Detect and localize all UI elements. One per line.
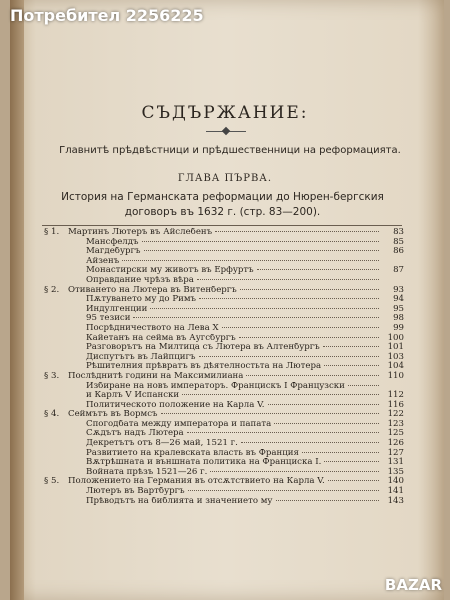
toc-entry bbox=[44, 468, 404, 478]
book-spine bbox=[10, 0, 24, 600]
chapter-heading: ГЛАВА ПЪРВА. bbox=[177, 173, 273, 184]
toc-leader-dots bbox=[302, 452, 379, 453]
toc-entry bbox=[44, 343, 404, 353]
section-subtitle: Главнитѣ прѣдвѣстници и прѣдшественници на реформацията. bbox=[59, 145, 401, 156]
toc-page-number: 116 bbox=[387, 399, 404, 410]
toc-page-number: 141 bbox=[387, 486, 404, 497]
toc-entry-title: Лютеръ въ Вартбургъ bbox=[86, 487, 185, 497]
toc-entry bbox=[44, 362, 404, 372]
toc-entry-title: Вѫтрѣшната и външната политика на Франциска I. bbox=[86, 458, 322, 468]
toc-entry bbox=[44, 420, 404, 430]
toc-page-number: 125 bbox=[387, 428, 404, 439]
toc-leader-dots bbox=[222, 327, 379, 328]
toc-leader-dots bbox=[197, 279, 379, 280]
toc-entry-title: Магдебургъ bbox=[86, 247, 141, 257]
toc-page-number: 110 bbox=[387, 370, 404, 381]
toc-page-number: 103 bbox=[387, 351, 404, 362]
toc-entry bbox=[44, 353, 404, 363]
page-title: СЪДЪРЖАНИЕ: bbox=[141, 103, 309, 123]
watermark-user: Потребител 2256225 bbox=[10, 6, 204, 25]
toc-page-number: 95 bbox=[393, 303, 404, 314]
toc-leader-dots bbox=[150, 308, 379, 309]
toc-entry bbox=[44, 382, 404, 392]
toc-entry bbox=[44, 324, 404, 334]
toc-entry bbox=[44, 391, 404, 401]
toc-section-number: § 5. bbox=[44, 476, 60, 487]
toc-entry-title: Сѫдътъ надъ Лютера bbox=[86, 429, 184, 439]
toc-leader-dots bbox=[241, 442, 379, 443]
toc-entry-title: Декретътъ отъ 8—26 май, 1521 г. bbox=[86, 439, 238, 449]
toc-page-number: 135 bbox=[387, 466, 404, 477]
toc-leader-dots bbox=[215, 231, 379, 232]
toc-page-number: 143 bbox=[387, 495, 404, 506]
toc-entry-title: Спогодбата между императора и папата bbox=[86, 419, 272, 429]
toc-leader-dots bbox=[239, 337, 379, 338]
toc-entry-title: Избиране на новъ императоръ. Францискъ I Французски bbox=[86, 381, 345, 391]
toc-page-number: 101 bbox=[387, 342, 404, 353]
toc-leader-dots bbox=[182, 394, 379, 395]
toc-leader-dots bbox=[133, 317, 379, 318]
toc-page-number: 87 bbox=[393, 265, 404, 276]
toc-page-number: 112 bbox=[387, 390, 404, 401]
toc-page-number: 126 bbox=[387, 438, 404, 449]
bazar-logo: BAZAR bbox=[384, 576, 442, 594]
toc-page-number: 127 bbox=[387, 447, 404, 458]
toc-entry bbox=[44, 266, 404, 276]
toc-entry-title: Сеймътъ въ Вормсъ bbox=[68, 410, 158, 420]
toc-entry bbox=[44, 487, 404, 497]
toc-entry-title: Послѣднитѣ години на Максимилиана bbox=[68, 371, 244, 381]
toc-entry bbox=[44, 334, 404, 344]
toc-page-number: 83 bbox=[393, 227, 404, 237]
toc-leader-dots bbox=[199, 298, 379, 299]
toc-entry bbox=[44, 429, 404, 439]
toc-leader-dots bbox=[328, 480, 379, 481]
toc-section-number: § 3. bbox=[44, 370, 60, 381]
toc-leader-dots bbox=[199, 356, 380, 357]
toc-page-number: 140 bbox=[387, 476, 404, 487]
toc-leader-dots bbox=[240, 289, 379, 290]
toc-leader-dots bbox=[161, 413, 380, 414]
toc-leader-dots bbox=[144, 250, 379, 251]
toc-entry-title: Прѣводътъ на библията и значението му bbox=[86, 496, 273, 506]
toc-entry bbox=[44, 238, 404, 248]
toc-entry-title: Монастирски му животъ въ Ерфуртъ bbox=[86, 266, 254, 276]
toc-entry-title: Отиването на Лютера въ Витенбергъ bbox=[68, 285, 237, 295]
toc-leader-dots bbox=[276, 500, 380, 501]
toc-entry bbox=[44, 401, 404, 411]
toc-entry-title: Пѫтуването му до Римъ bbox=[86, 295, 196, 305]
toc-entry-title: Политическото положение на Карла V. bbox=[86, 400, 265, 410]
toc-page-number: 122 bbox=[387, 409, 404, 420]
toc-entry-title: Мартинъ Лютеръ въ Айслебенъ bbox=[68, 228, 213, 237]
toc-entry bbox=[44, 286, 404, 296]
toc-entry-title: Посрѣдничеството на Лева X bbox=[86, 323, 219, 333]
toc-entry-title: Оправдание чрѣзъ вѣра bbox=[86, 275, 194, 285]
toc-section-number: § 2. bbox=[44, 284, 60, 295]
toc-entry-title: Разговорътъ на Милтица съ Лютера въ Алтенбургъ bbox=[86, 343, 320, 353]
toc-leader-dots bbox=[210, 471, 379, 472]
toc-page-number: 100 bbox=[387, 332, 404, 343]
toc-leader-dots bbox=[142, 241, 380, 242]
toc-entry-title: Мансфелдъ bbox=[86, 237, 139, 247]
toc-page-number: 94 bbox=[393, 294, 404, 305]
toc-section-number: § 1. bbox=[44, 227, 60, 237]
toc-section-number: § 4. bbox=[44, 409, 60, 420]
toc-entry bbox=[44, 372, 404, 382]
toc-leader-dots bbox=[268, 404, 379, 405]
toc-page-number: 98 bbox=[393, 313, 404, 324]
toc-leader-dots bbox=[188, 490, 379, 491]
toc-leader-dots bbox=[274, 423, 379, 424]
toc-leader-dots bbox=[324, 365, 379, 366]
toc-leader-dots bbox=[122, 260, 379, 261]
toc-entry bbox=[44, 439, 404, 449]
toc-page-number: 123 bbox=[387, 418, 404, 429]
toc-entry bbox=[44, 314, 404, 324]
toc-entry bbox=[44, 449, 404, 459]
toc-page-number: 104 bbox=[387, 361, 404, 372]
toc-entry bbox=[44, 295, 404, 305]
toc-page-number: 86 bbox=[393, 246, 404, 257]
toc-entry-title: Развитието на кралевската власть въ Франция bbox=[86, 448, 299, 458]
toc-entry-title: и Карлъ V Испански bbox=[86, 391, 180, 401]
toc-entry bbox=[44, 228, 404, 238]
toc-entry bbox=[44, 276, 404, 286]
chapter-description: История на Германската реформации до Нюрен-бергския договоръ въ 1632 г. (стр. 83—200). bbox=[61, 191, 384, 218]
toc-entry bbox=[44, 305, 404, 315]
toc-entry bbox=[44, 458, 404, 468]
toc-entry-title: Рѣшителния прѣвратъ въ дѣятелностьта на Лютера bbox=[86, 362, 322, 372]
toc-entry bbox=[44, 477, 404, 487]
toc-leader-dots bbox=[187, 432, 379, 433]
toc-entry-title: Диспутътъ въ Лайпцигъ bbox=[86, 352, 196, 362]
toc-entry bbox=[44, 247, 404, 257]
toc-page-number: 93 bbox=[393, 284, 404, 295]
toc-entry-title: 95 тезиси bbox=[86, 314, 131, 324]
toc-entry bbox=[44, 497, 404, 507]
toc-entry-title: Положението на Германия въ отсѫтствието на Карла V. bbox=[68, 477, 325, 487]
toc-entry-title: Кайетанъ на сейма въ Аугсбургъ bbox=[86, 333, 236, 343]
toc-leader-dots bbox=[246, 375, 379, 376]
toc-leader-dots bbox=[257, 269, 379, 270]
toc-page-number: 99 bbox=[393, 322, 404, 333]
toc-leader-dots bbox=[324, 461, 379, 462]
toc-entry bbox=[44, 257, 404, 267]
toc-entry-title: Войната прѣзъ 1521—26 г. bbox=[86, 467, 208, 477]
toc-page-number: 85 bbox=[393, 236, 404, 247]
toc-page-number: 131 bbox=[387, 457, 404, 468]
toc-entry-title: Индулгенции bbox=[86, 304, 148, 314]
toc-leader-dots bbox=[323, 346, 379, 347]
toc-leader-dots bbox=[348, 385, 379, 386]
divider bbox=[42, 225, 402, 226]
table-of-contents bbox=[44, 228, 404, 506]
toc-entry-title: Айзенъ bbox=[86, 256, 120, 266]
toc-entry bbox=[44, 410, 404, 420]
